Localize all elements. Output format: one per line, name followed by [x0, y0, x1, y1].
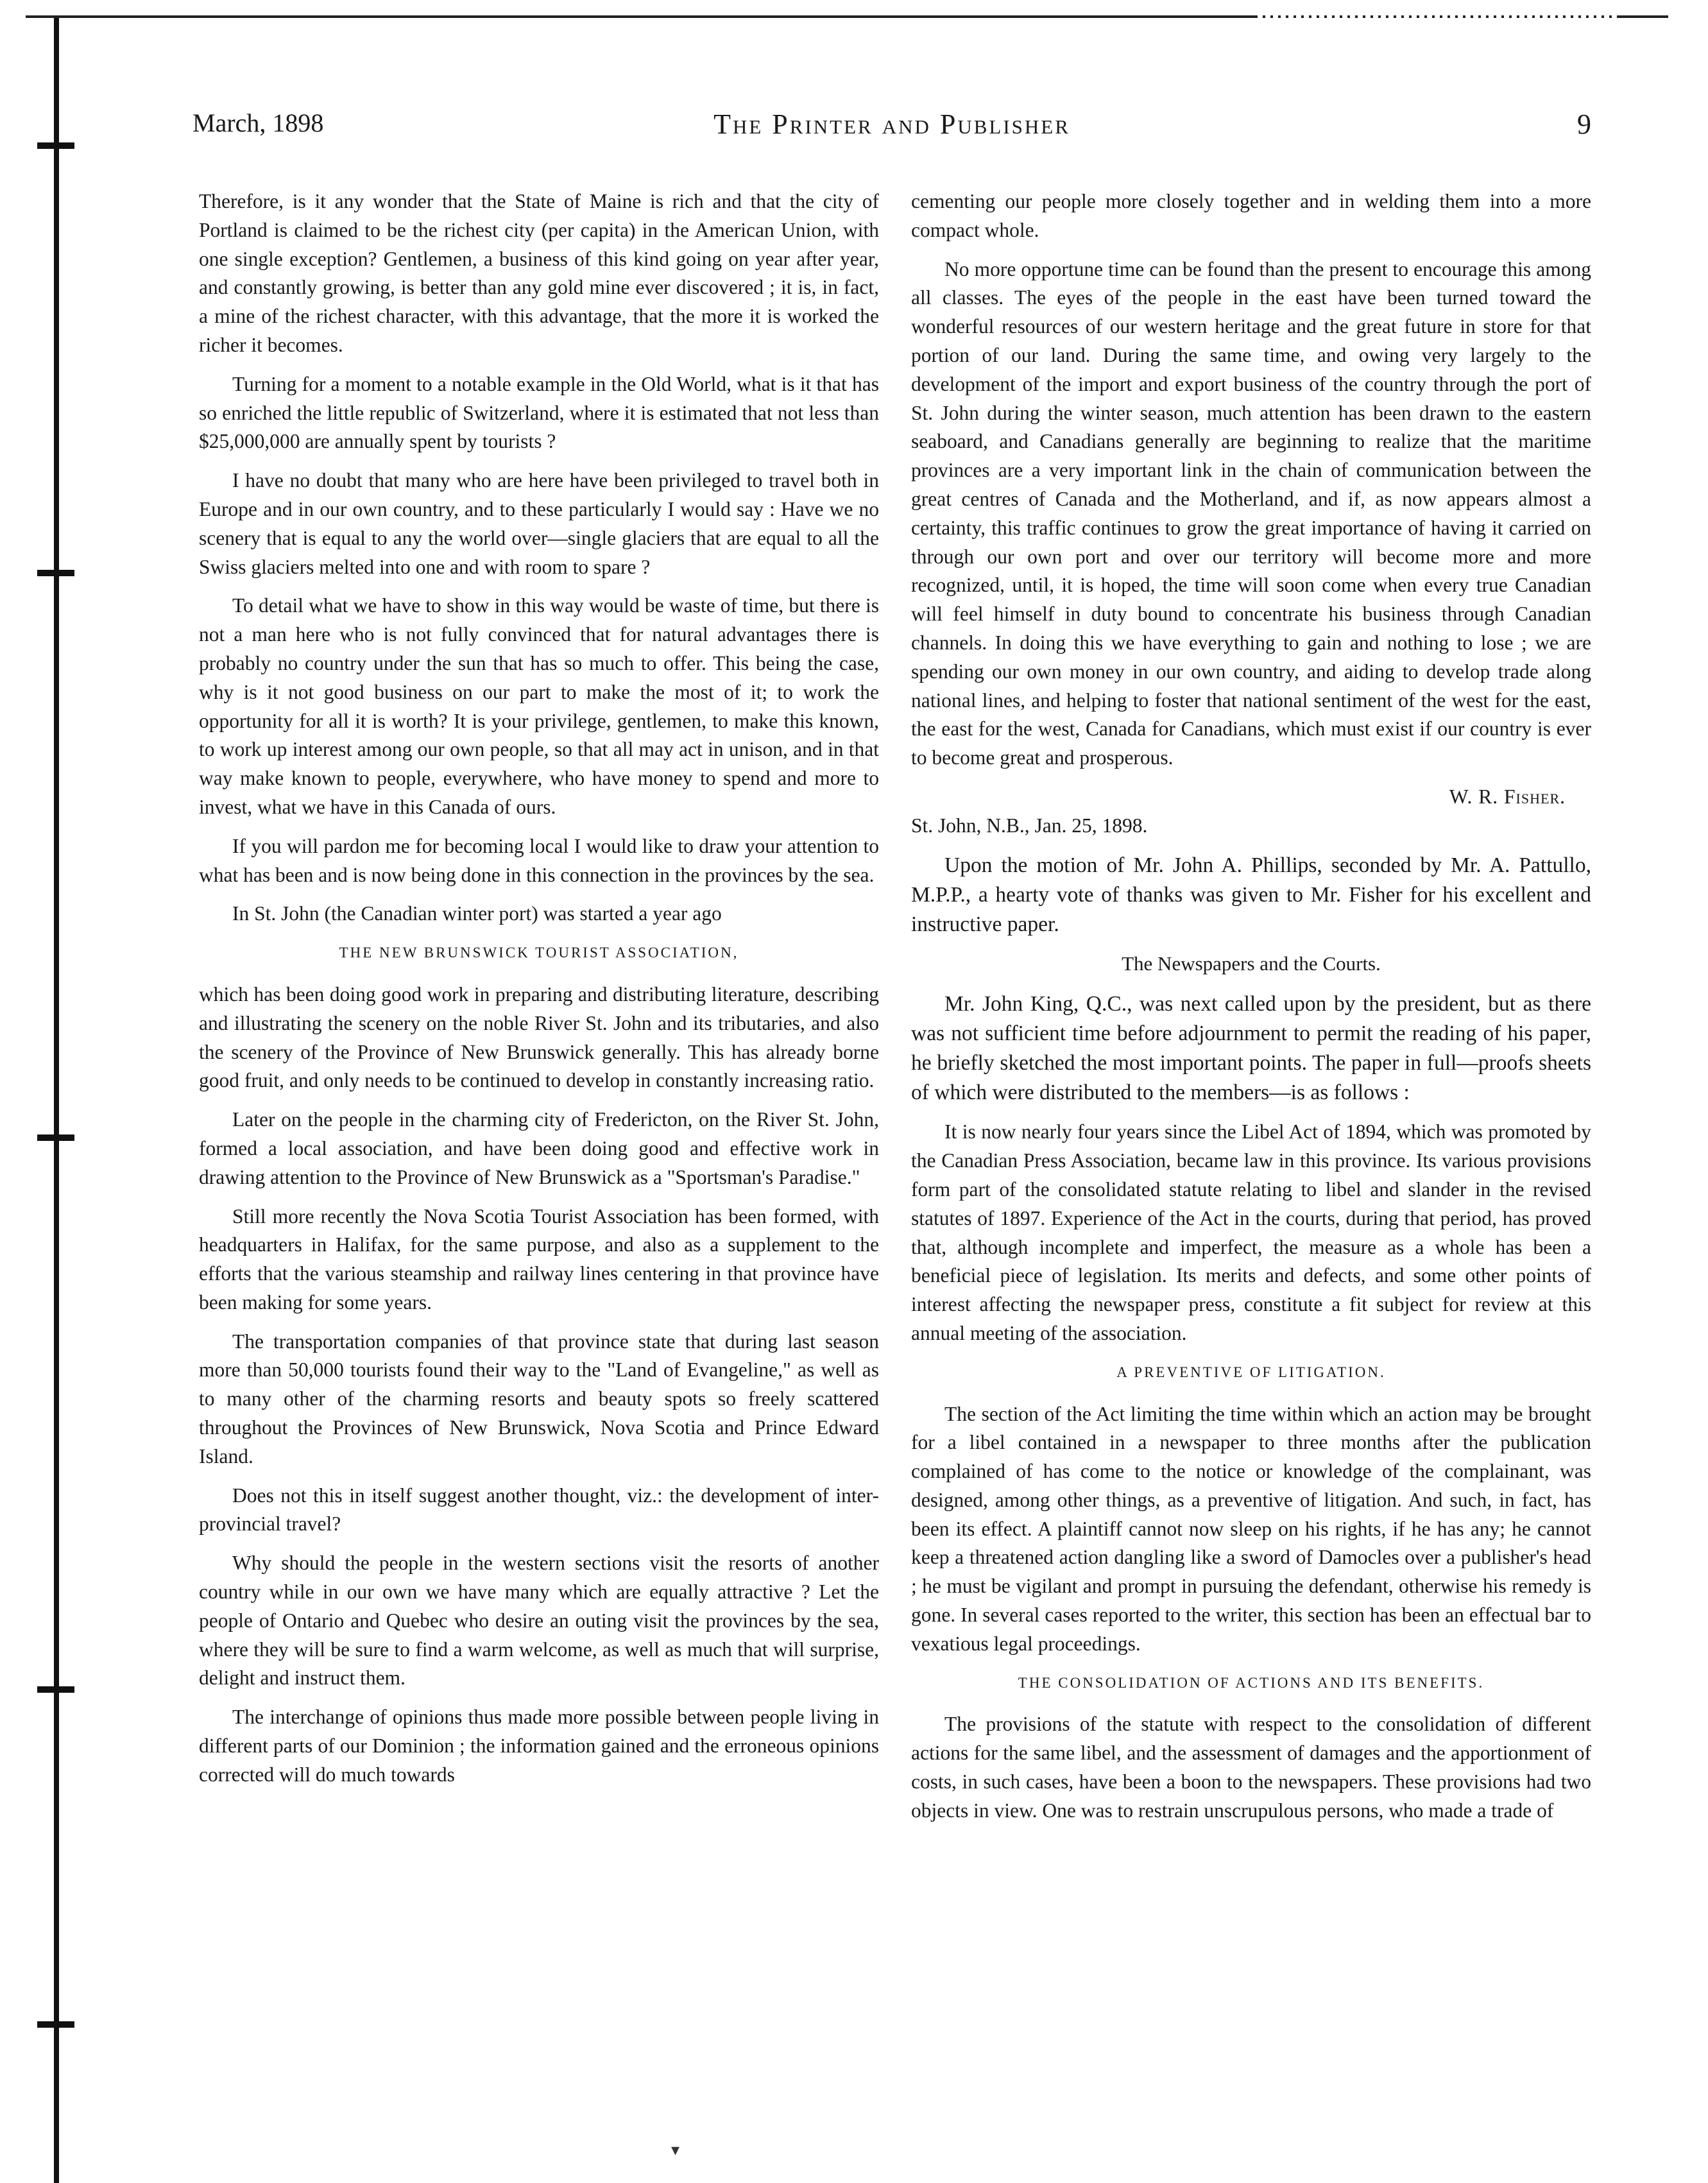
author-signature: W. R. Fisher.: [1449, 785, 1566, 808]
paragraph: The section of the Act limiting the time within which an action may be brought for a libel contained in a newspaper to three months after the publication complained of has come to the notice or knowledge of the complainant, was designed, among other things, as a preventive of litigation. And such, in fact, has been its effect. A plaintiff cannot now sleep on his rights, if he has any; he cannot keep a threatened action dangling like a sword of Damocles over a publisher's head ; he must be vigilant and prompt in pursuing the defendant, otherwise his remedy is gone. In several cases reported to the writer, this section has been an effectual bar to vexatious legal proceedings.: [911, 1402, 1591, 1655]
section-heading: The Newspapers and the Courts.: [1122, 952, 1381, 975]
binding-tick: [37, 1686, 74, 1693]
top-rule-dashes: [1258, 15, 1617, 18]
binding-tick: [37, 1134, 74, 1141]
paragraph: It is now nearly four years since the Libel Act of 1894, which was promoted by the Canadian Press Association, became law in this province. Its various provisions form part of the consolidated statute relating to libel and slander in the revised statutes of 1897. Experience of the Act in the courts, during that period, has proved that, although incomplete and imperfect, the measure as a whole has been a beneficial piece of legislation. Its merits and defects, and some other points of interest affecting the newspaper press, constitute a fit subject for review at this annual meeting of the association.: [911, 1120, 1591, 1344]
paragraph: Why should the people in the western sections visit the resorts of another country while in our own we have many which are equally attractive ? Let the people of Ontario and Quebec who desire an outing visit the provinces by the sea, where they will be sure to find a warm welcome, as well as much that will surprise, delight and instruct them.: [199, 1552, 879, 1690]
paragraph: No more opportune time can be found than the present to encourage this among all classes. The eyes of the people in the east have been turned toward the wonderful resources of our western heritage and the great future in store for that portion of our land. During the same time, and owing very largely to the development of the import and export business of the country through the port of St. John during the winter season, much attention has been drawn to the eastern seaboard, and Canadians generally are beginning to realize that the maritime provinces are a very important link in the chain of communication between the great centres of Canada and the Motherland, and if, as now appears almost a certainty, this traffic continues to grow the great importance of having it carried on through our own port and over our territory will become more and more recognized, until, it is hoped, the time will soon come when every true Canadian will feel himself in duty bound to concentrate his business through Canadian channels. In doing this we have everything to gain and nothing to lose ; we are spending our own money in our own country, and aiding to develop trade along national lines, and helping to foster that national sentiment of the west for the east, the east for the west, Canada for Canadians, which must exist if our country is ever to become great and prosperous.: [911, 257, 1591, 769]
left-column: [199, 187, 879, 1800]
subheading: THE CONSOLIDATION OF ACTIONS AND ITS BENEFITS.: [1018, 1674, 1485, 1691]
page-number: 9: [1577, 108, 1591, 140]
paragraph: Upon the motion of Mr. John A. Phillips, seconded by Mr. A. Pattullo, M.P.P., a hearty vote of thanks was given to Mr. Fisher for his excellent and instructive paper.: [911, 853, 1591, 936]
binding-tick: [37, 2021, 74, 2028]
binding-tick: [37, 570, 74, 576]
subheading: THE NEW BRUNSWICK TOURIST ASSOCIATION,: [339, 945, 739, 961]
dateline: St. John, N.B., Jan. 25, 1898.: [911, 814, 1148, 837]
paragraph: In St. John (the Canadian winter port) was started a year ago: [232, 902, 722, 925]
paragraph: Turning for a moment to a notable example in the Old World, what is it that has so enriched the little republic of Switzerland, where it is estimated that not less than $25,000,000 are annually spent by tourists ?: [199, 372, 879, 453]
publication-title: The Printer and Publisher: [713, 108, 1070, 140]
paragraph: which has been doing good work in preparing and distributing literature, describing and illustrating the scenery on the noble River St. John and its tributaries, and also the scenery of the Province of New Brunswick generally. This has already borne good fruit, and only needs to be continued to develop in constantly increasing ratio.: [199, 982, 879, 1092]
right-column: [911, 187, 1591, 1836]
paragraph: Still more recently the Nova Scotia Tourist Association has been formed, with headquarters in Halifax, for the same purpose, and also as a supplement to the efforts that the various steamship and railway lines centering in that province have been making for some years.: [199, 1204, 879, 1314]
binding-line: [54, 18, 59, 2183]
paragraph: The interchange of opinions thus made more possible between people living in different parts of our Dominion ; the information gained and the erroneous opinions corrected will do much towards: [199, 1706, 879, 1786]
paragraph: cementing our people more closely together and in welding them into a more compact whole.: [911, 190, 1591, 241]
paragraph: Does not this in itself suggest another thought, viz.: the development of inter-provincial travel?: [199, 1484, 879, 1536]
running-header: [192, 108, 1591, 146]
paragraph: Therefore, is it any wonder that the State of Maine is rich and that the city of Portland is claimed to be the richest city (per capita) in the American Union, with one single exception? Gentlemen, a business of this kind going on year after year, and constantly growing, is better than any gold mine ever discovered ; it is, in fact, a mine of the richest character, with this advantage, that the more it is worked the richer it becomes.: [199, 190, 879, 356]
paragraph: Mr. John King, Q.C., was next called upon by the president, but as there was not sufficient time before adjournment to permit the reading of his paper, he briefly sketched the most important points. The paper in full—proofs sheets of which were distributed to the members—is as follows :: [911, 992, 1591, 1105]
paragraph: Later on the people in the charming city of Fredericton, on the River St. John, formed a local association, and have been doing good and effective work in drawing attention to the Province of New Brunswick as a "Sportsman's Paradise.": [199, 1108, 879, 1188]
binding-tick: [37, 142, 74, 149]
paragraph: The transportation companies of that province state that during last season more than 50,000 tourists found their way to the "Land of Evangeline," as well as to many other of the charming resorts and beauty spots so freely scattered throughout the Provinces of New Brunswick, Nova Scotia and Prince Edward Island.: [199, 1330, 879, 1468]
issue-date: March, 1898: [192, 108, 324, 137]
subheading: A PREVENTIVE OF LITIGATION.: [1116, 1364, 1386, 1380]
footer-ornament: ▾: [671, 2141, 680, 2159]
paragraph: To detail what we have to show in this way would be waste of time, but there is not a man here who is not fully convinced that for natural advantages there is probably no country under the sun that has so much to offer. This being the case, why is it not good business on our part to make the most of it; to work the opportunity for all it is worth? It is your privilege, gentlemen, to make this known, to work up interest among our own people, so that all may act in unison, and in that way make known to people, everywhere, who have money to spend and more to invest, what we have in this Canada of ours.: [199, 594, 879, 818]
paragraph: The provisions of the statute with respect to the consolidation of different actions for the same libel, and the assessment of damages and the apportionment of costs, in such cases, have been a boon to the newspapers. These provisions had two objects in view. One was to restrain unscrupulous persons, who made a trade of: [911, 1713, 1591, 1822]
paragraph: If you will pardon me for becoming local I would like to draw your attention to what has been and is now being done in this connection in the provinces by the sea.: [199, 834, 879, 886]
paragraph: I have no doubt that many who are here have been privileged to travel both in Europe and in our own country, and to these particularly I would say : Have we no scenery that is equal to any the world over—single glaciers that are equal to all the Swiss glaciers melted into one and with room to spare ?: [199, 469, 879, 578]
